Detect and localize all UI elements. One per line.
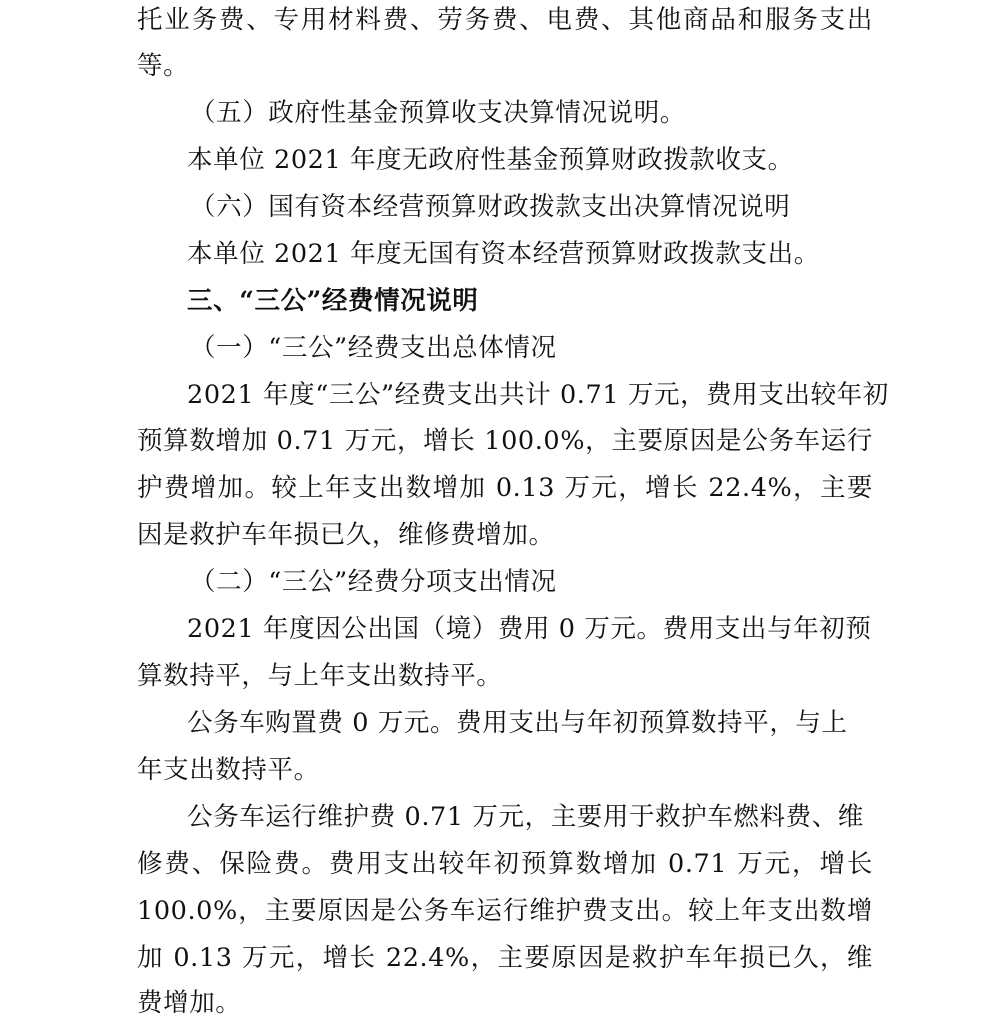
section-heading: （一）“三公”经费支出总体情况 [190, 333, 557, 363]
paragraph-line: 100.0%，主要原因是公务车运行维护费支出。较上年支出数增 [137, 896, 873, 926]
section-heading: （五）政府性基金预算收支决算情况说明。 [190, 98, 686, 128]
paragraph-line: 加 0.13 万元，增长 22.4%，主要原因是救护车年损已久，维 [137, 943, 873, 973]
paragraph-line: 公务车购置费 0 万元。费用支出与年初预算数持平，与上 [187, 708, 848, 738]
paragraph-line: 修费、保险费。费用支出较年初预算数增加 0.71 万元，增长 [137, 849, 873, 879]
paragraph-line: 等。 [137, 51, 190, 81]
paragraph-line: 2021 年度因公出国（境）费用 0 万元。费用支出与年初预 [187, 614, 872, 644]
paragraph-line: 托业务费、专用材料费、劳务费、电费、其他商品和服务支出 [137, 5, 873, 35]
paragraph-line: 本单位 2021 年度无国有资本经营预算财政拨款支出。 [187, 239, 820, 269]
paragraph-line: 2021 年度“三公”经费支出共计 0.71 万元，费用支出较年初 [187, 380, 889, 410]
paragraph-line: 费增加。 [137, 988, 242, 1018]
paragraph-line: 算数持平，与上年支出数持平。 [137, 661, 503, 691]
paragraph-line: 年支出数持平。 [137, 755, 320, 785]
paragraph-line: 本单位 2021 年度无政府性基金预算财政拨款收支。 [187, 145, 794, 175]
paragraph-line: 护费增加。较上年支出数增加 0.13 万元，增长 22.4%，主要 [137, 473, 873, 503]
main-heading: 三、“三公”经费情况说明 [187, 286, 479, 316]
section-heading: （六）国有资本经营预算财政拨款支出决算情况说明 [190, 192, 791, 222]
section-heading: （二）“三公”经费分项支出情况 [190, 567, 557, 597]
paragraph-line: 预算数增加 0.71 万元，增长 100.0%，主要原因是公务车运行 [137, 426, 873, 456]
paragraph-line: 公务车运行维护费 0.71 万元，主要用于救护车燃料费、维 [187, 802, 864, 832]
paragraph-line: 因是救护车年损已久，维修费增加。 [137, 520, 555, 550]
